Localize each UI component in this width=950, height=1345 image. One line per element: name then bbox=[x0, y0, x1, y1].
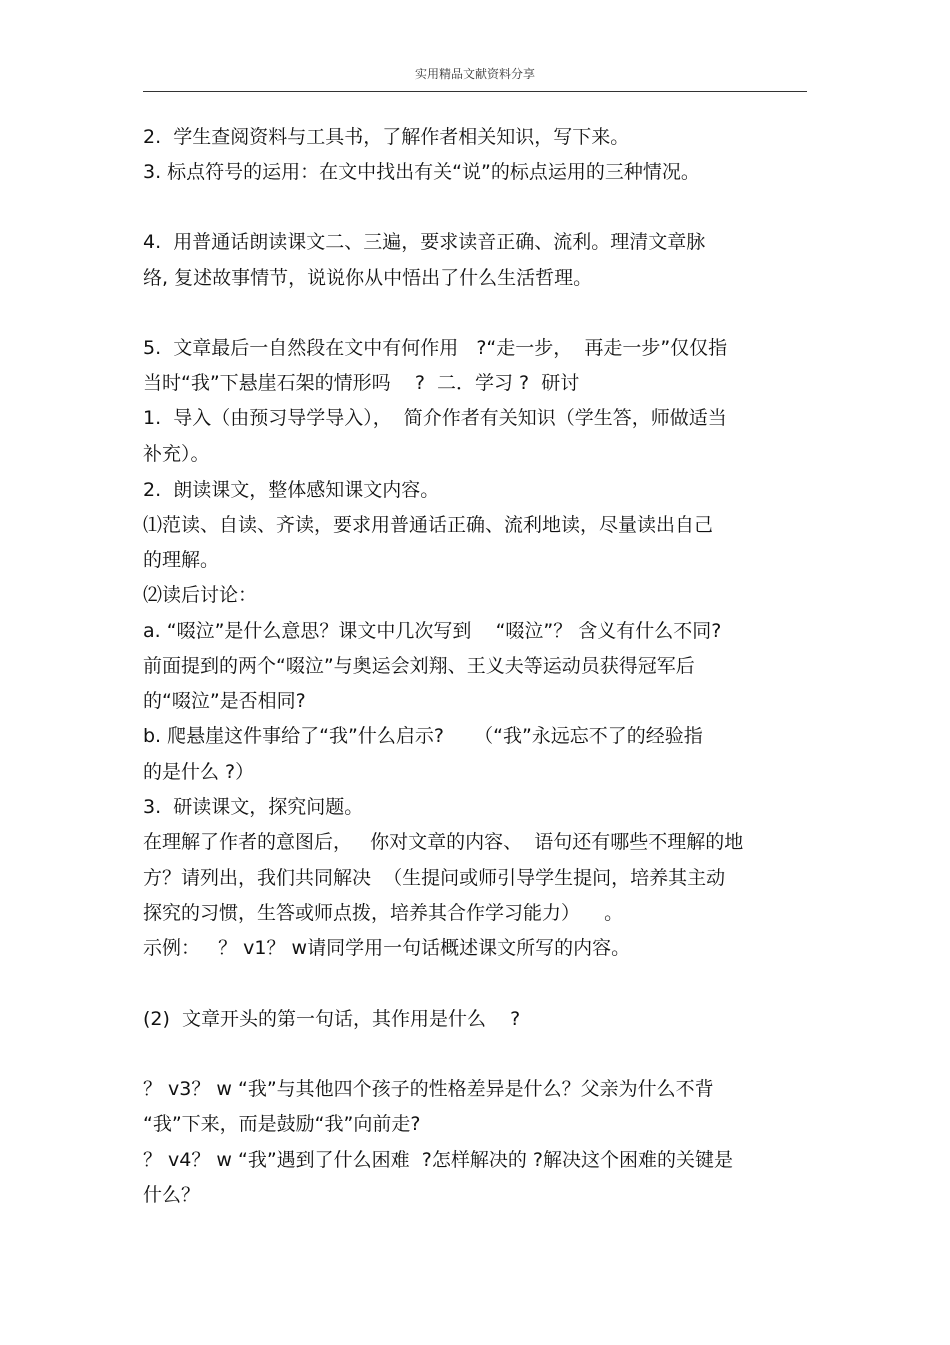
text-line: 的“啜泣”是否相同? bbox=[143, 690, 306, 712]
text-line: (2) 文章开头的第一句话，其作用是什么 ? bbox=[143, 1008, 521, 1030]
text-line: 3. 研读课文，探究问题。 bbox=[143, 796, 364, 818]
text-line: 的理解。 bbox=[143, 549, 220, 571]
text-line: 示例： ？ v1？ w请同学用一句话概述课文所写的内容。 bbox=[143, 937, 631, 959]
page-header-title: 实用精品文献资料分享 bbox=[414, 67, 535, 81]
text-line: 络, 复述故事情节，说说你从中悟出了什么生活哲理。 bbox=[143, 267, 593, 289]
text-line: ？ v3？ w “我”与其他四个孩子的性格差异是什么？父亲为什么不背 bbox=[143, 1078, 714, 1100]
text-line: 探究的习惯，生答或师点拨，培养其合作学习能力） 。 bbox=[143, 902, 624, 924]
text-line: 什么？ bbox=[143, 1184, 201, 1206]
text-line: 2. 学生查阅资料与工具书，了解作者相关知识，写下来。 bbox=[143, 126, 630, 148]
text-line: 3. 标点符号的运用：在文中找出有关“说”的标点运用的三种情况。 bbox=[143, 161, 700, 183]
text-line: 1. 导入（由预习导学导入）， 简介作者有关知识（学生答，师做适当 bbox=[143, 407, 727, 429]
text-line: b. 爬悬崖这件事给了“我”什么启示? （“我”永远忘不了的经验指 bbox=[143, 725, 703, 747]
text-line: “我”下来，而是鼓励“我”向前走? bbox=[143, 1113, 421, 1135]
text-line: 补充）。 bbox=[143, 443, 210, 465]
header-divider bbox=[143, 91, 807, 92]
text-line: 的是什么 ?） bbox=[143, 761, 255, 783]
text-line: ？ v4？ w “我”遇到了什么困难 ?怎样解决的 ?解决这个困难的关键是 bbox=[143, 1149, 733, 1171]
text-line: ⑵读后讨论： bbox=[143, 584, 258, 606]
text-line: 前面提到的两个“啜泣”与奥运会刘翔、王义夫等运动员获得冠军后 bbox=[143, 655, 695, 677]
text-line: ⑴范读、自读、齐读，要求用普通话正确、流利地读，尽量读出自己 bbox=[143, 514, 714, 536]
text-line: 方？请列出，我们共同解决 （生提问或师引导学生提问，培养其主动 bbox=[143, 867, 726, 889]
text-line: 4. 用普通话朗读课文二、三遍，要求读音正确、流利。理清文章脉 bbox=[143, 231, 706, 253]
text-line: 在理解了作者的意图后， 你对文章的内容、 语句还有哪些不理解的地 bbox=[143, 831, 744, 853]
text-line: 5. 文章最后一自然段在文中有何作用 ?“走一步， 再走一步”仅仅指 bbox=[143, 337, 728, 359]
text-line: 2. 朗读课文，整体感知课文内容。 bbox=[143, 479, 440, 501]
text-line: a. “啜泣”是什么意思？课文中几次写到 “啜泣”？ 含义有什么不同? bbox=[143, 620, 722, 642]
text-line: 当时“我”下悬崖石架的情形吗 ? 二．学习 ? 研讨 bbox=[143, 372, 580, 394]
